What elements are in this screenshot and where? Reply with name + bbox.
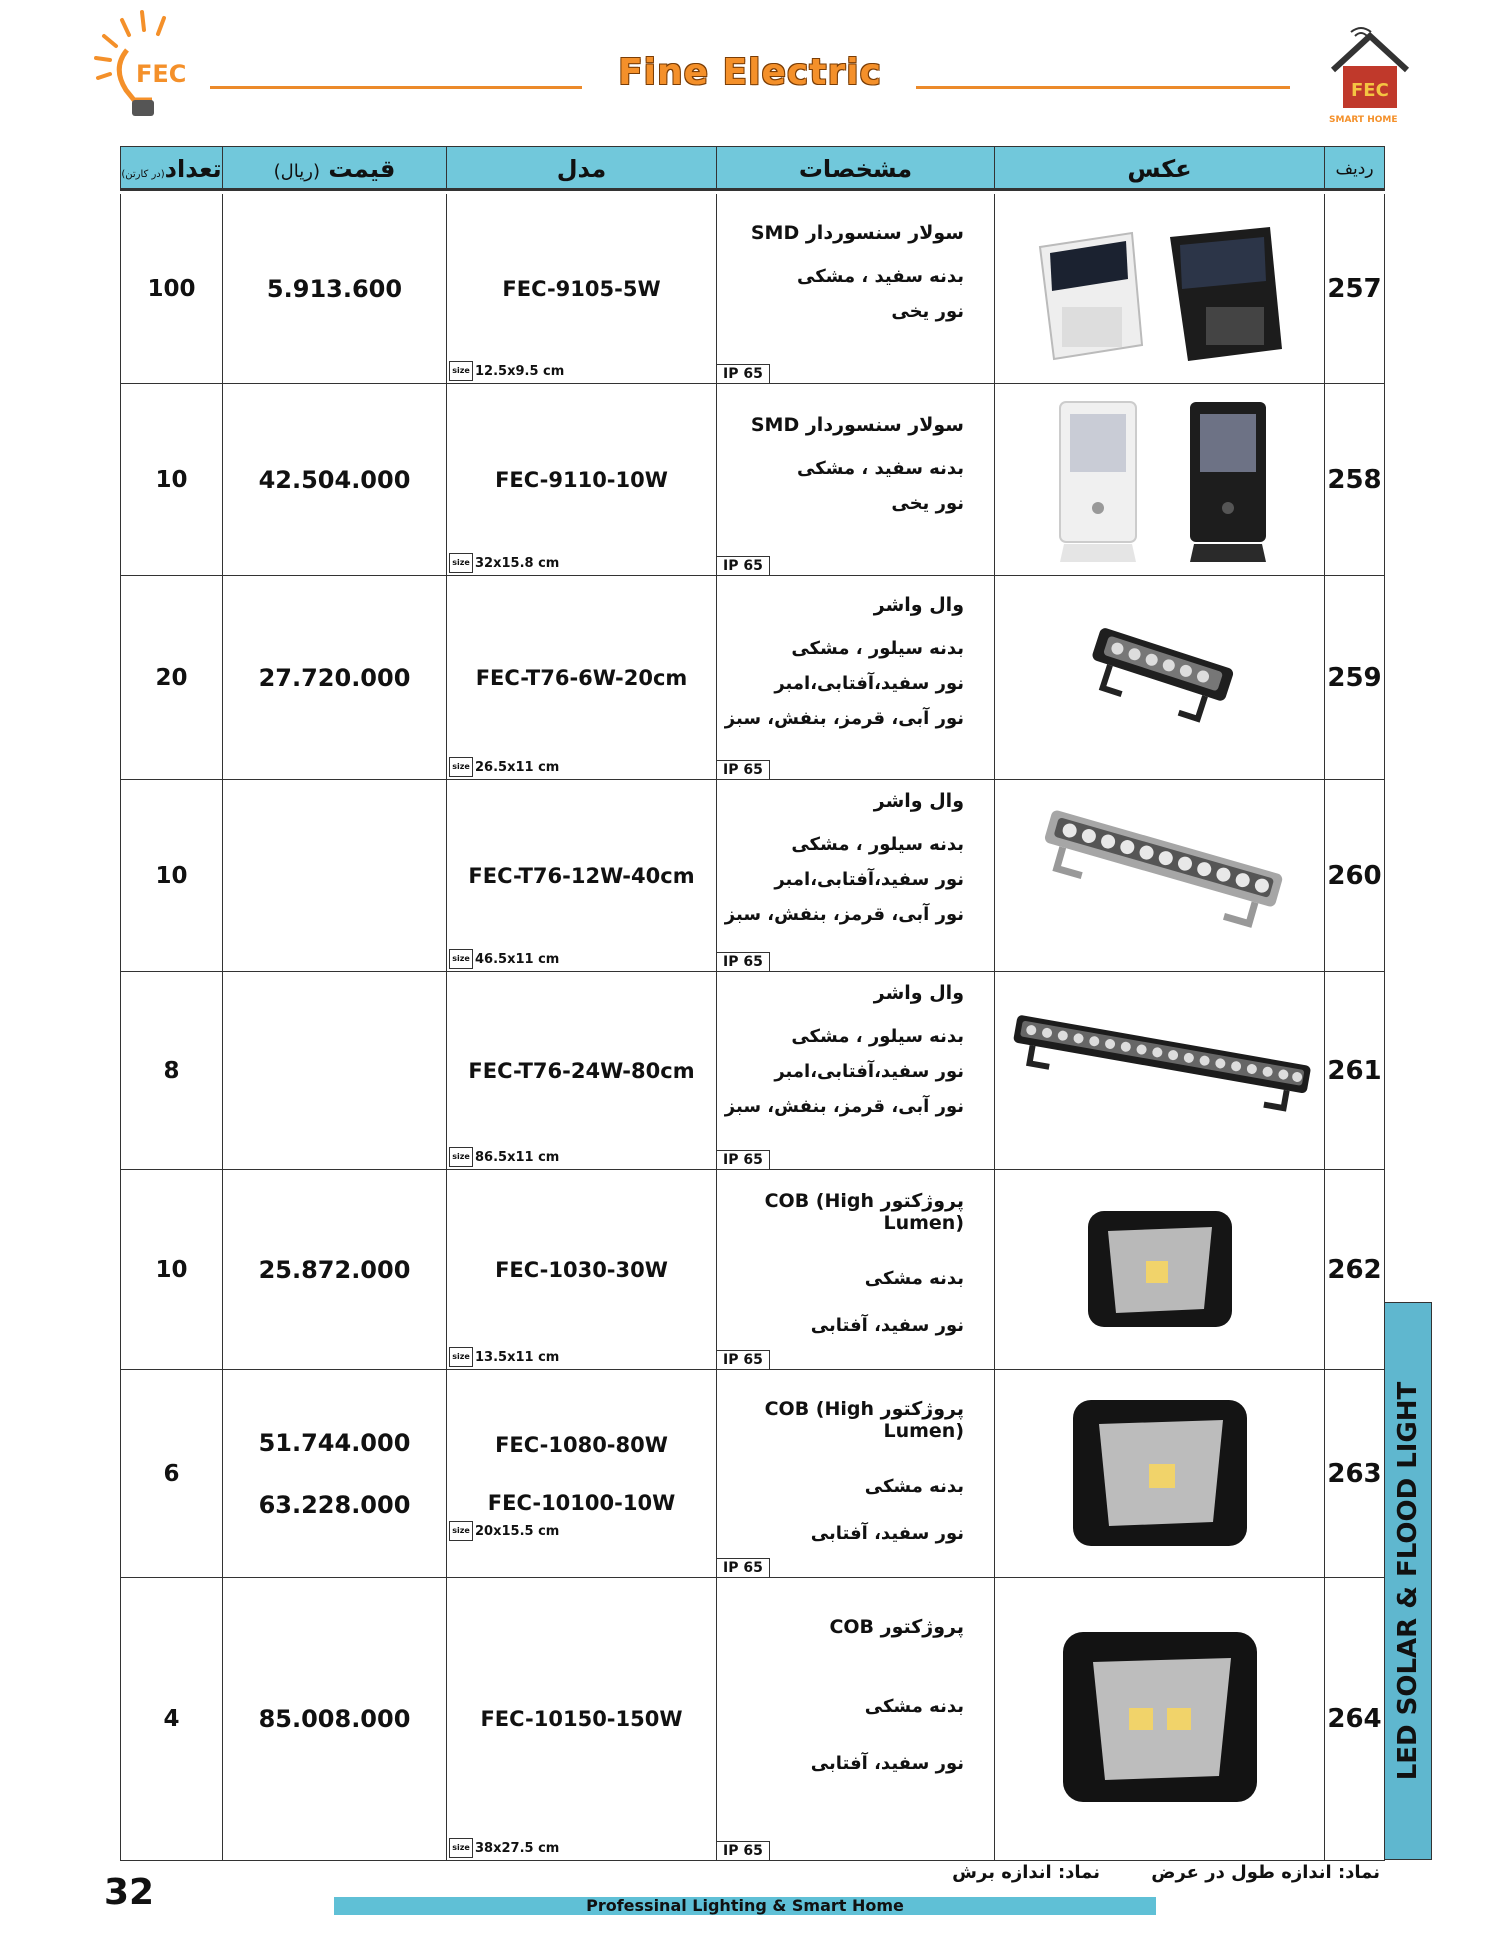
row-size: 32x15.8 cm bbox=[475, 555, 560, 571]
row-spec-line: بدنه مشکی bbox=[864, 1696, 964, 1717]
row-number: 260 bbox=[1325, 780, 1385, 972]
ip-rating: IP 65 bbox=[717, 760, 770, 779]
row-spec-line: نور سفید، آفتابی bbox=[810, 1523, 964, 1544]
size-tag bbox=[449, 1347, 559, 1367]
fec-bulb-logo bbox=[82, 8, 202, 126]
row-spec-title: پروژکتور COB bbox=[829, 1616, 964, 1638]
size-tag bbox=[449, 1521, 559, 1541]
size-icon: size bbox=[449, 361, 473, 381]
row-price: 42.504.000 bbox=[223, 384, 447, 576]
row-model: FEC-T76-12W-40cm bbox=[468, 863, 695, 888]
row-spec-line: بدنه مشکی bbox=[864, 1476, 964, 1497]
col-model: مدل bbox=[447, 147, 717, 193]
col-price-unit: (ریال) bbox=[273, 161, 320, 182]
logo-right-text: FEC bbox=[1351, 80, 1389, 101]
row-price bbox=[223, 972, 447, 1170]
col-qty-unit: (در کارتن) bbox=[121, 169, 165, 180]
row-spec-title: وال واشر bbox=[873, 982, 964, 1004]
product-photo-wall-washer-20cm bbox=[995, 576, 1325, 780]
product-photo-wall-washer-80cm bbox=[995, 972, 1325, 1170]
row-number: 262 bbox=[1325, 1170, 1385, 1370]
row-spec-line: بدنه سفید ، مشکی bbox=[796, 266, 964, 287]
legend-cut-size: نماد: اندازه برش bbox=[952, 1862, 1100, 1883]
row-number: 258 bbox=[1325, 384, 1385, 576]
row-spec-line: نور سفید،آفتابی،امبر bbox=[774, 673, 964, 694]
row-number: 261 bbox=[1325, 972, 1385, 1170]
ip-rating: IP 65 bbox=[717, 1350, 770, 1369]
row-spec-line: نور سفید، آفتابی bbox=[810, 1753, 964, 1774]
solar-light-white-image bbox=[1040, 233, 1142, 359]
col-row-no: ردیف bbox=[1325, 147, 1385, 193]
col-qty bbox=[121, 147, 223, 193]
row-price: 51.744.000 bbox=[258, 1428, 411, 1457]
row-model: FEC-1080-80W bbox=[495, 1432, 668, 1457]
table-row bbox=[121, 384, 1385, 576]
size-icon: size bbox=[449, 1838, 473, 1858]
header-rule-right bbox=[916, 86, 1290, 89]
size-tag bbox=[449, 757, 559, 777]
ip-rating: IP 65 bbox=[717, 556, 770, 575]
row-price: 25.872.000 bbox=[223, 1170, 447, 1370]
row-spec-line: بدنه سیلور ، مشکی bbox=[791, 834, 964, 855]
size-tag bbox=[449, 1147, 559, 1167]
row-spec-line: بدنه مشکی bbox=[864, 1268, 964, 1289]
product-photo-solar-panel-lamp bbox=[995, 384, 1325, 576]
row-size: 20x15.5 cm bbox=[475, 1523, 560, 1539]
product-photo-cob-floodlight-80w bbox=[995, 1370, 1325, 1578]
solar-lamp-white-image bbox=[1060, 402, 1136, 562]
row-size: 46.5x11 cm bbox=[475, 951, 560, 967]
row-size: 12.5x9.5 cm bbox=[475, 363, 565, 379]
category-side-tab bbox=[1384, 1302, 1432, 1860]
logo-right-sub: SMART HOME bbox=[1329, 115, 1398, 125]
row-spec-line: نور آبی، قرمز، بنفش، سبز bbox=[724, 708, 964, 729]
row-spec-line: نور یخی bbox=[891, 493, 964, 514]
brand-title: Fine Electric bbox=[618, 52, 882, 93]
size-icon: size bbox=[449, 757, 473, 777]
product-photo-cob-floodlight-150w bbox=[995, 1578, 1325, 1861]
ip-rating: IP 65 bbox=[717, 364, 770, 383]
product-photo-wall-washer-40cm bbox=[995, 780, 1325, 972]
row-price-2: 63.228.000 bbox=[258, 1490, 411, 1519]
ip-rating: IP 65 bbox=[717, 952, 770, 971]
row-price: 85.008.000 bbox=[223, 1578, 447, 1861]
footer-tagline: Professinal Lighting & Smart Home bbox=[334, 1897, 1156, 1915]
size-icon: size bbox=[449, 1147, 473, 1167]
category-label: LED SOLAR & FLOOD LIGHT bbox=[1393, 1381, 1423, 1781]
size-tag bbox=[449, 949, 559, 969]
row-spec-title: پروژکتور COB (High Lumen) bbox=[764, 1398, 964, 1442]
table-row bbox=[121, 1578, 1385, 1861]
row-model: FEC-T76-6W-20cm bbox=[475, 665, 688, 690]
table-row bbox=[121, 576, 1385, 780]
ip-rating: IP 65 bbox=[717, 1841, 770, 1860]
logo-left-text: FEC bbox=[136, 60, 187, 88]
row-spec-line: نور آبی، قرمز، بنفش، سبز bbox=[724, 904, 964, 925]
size-tag bbox=[449, 361, 564, 381]
page-number: 32 bbox=[104, 1872, 155, 1913]
row-spec-line: نور آبی، قرمز، بنفش، سبز bbox=[724, 1096, 964, 1117]
size-icon: size bbox=[449, 553, 473, 573]
row-size: 13.5x11 cm bbox=[475, 1349, 560, 1365]
table-header-row bbox=[121, 147, 1385, 193]
header-rule-left bbox=[210, 86, 582, 89]
row-price: 5.913.600 bbox=[223, 193, 447, 384]
row-qty: 8 bbox=[121, 972, 223, 1170]
row-price: 27.720.000 bbox=[223, 576, 447, 780]
fec-smart-home-logo bbox=[1325, 26, 1415, 126]
row-number: 264 bbox=[1325, 1578, 1385, 1861]
row-model: FEC-10150-150W bbox=[480, 1707, 683, 1731]
row-spec-line: بدنه سیلور ، مشکی bbox=[791, 638, 964, 659]
product-photo-solar-sensor bbox=[995, 193, 1325, 384]
row-size: 26.5x11 cm bbox=[475, 759, 560, 775]
row-spec-line: بدنه سفید ، مشکی bbox=[796, 458, 964, 479]
row-price bbox=[223, 780, 447, 972]
legend-length-width: نماد: اندازه طول در عرض bbox=[1151, 1862, 1380, 1883]
row-spec-title: وال واشر bbox=[873, 594, 964, 616]
row-model: FEC-9105-5W bbox=[502, 276, 661, 301]
solar-light-black-image bbox=[1170, 227, 1282, 361]
row-qty: 10 bbox=[121, 1170, 223, 1370]
table-row bbox=[121, 193, 1385, 384]
table-row bbox=[121, 780, 1385, 972]
row-model: FEC-9110-10W bbox=[495, 467, 668, 492]
ip-rating: IP 65 bbox=[717, 1558, 770, 1577]
row-spec-line: نور سفید، آفتابی bbox=[810, 1315, 964, 1336]
row-qty: 100 bbox=[121, 193, 223, 384]
row-qty: 10 bbox=[121, 780, 223, 972]
row-spec-line: بدنه سیلور ، مشکی bbox=[791, 1026, 964, 1047]
size-tag bbox=[449, 553, 559, 573]
row-spec-title: وال واشر bbox=[873, 790, 964, 812]
product-table bbox=[120, 146, 1385, 1861]
col-qty-label: تعداد bbox=[164, 155, 222, 183]
row-qty: 20 bbox=[121, 576, 223, 780]
size-tag bbox=[449, 1838, 559, 1858]
ip-rating: IP 65 bbox=[717, 1150, 770, 1169]
table-row bbox=[121, 1370, 1385, 1578]
size-icon: size bbox=[449, 1347, 473, 1367]
col-photo: عکس bbox=[995, 147, 1325, 193]
solar-lamp-black-image bbox=[1190, 402, 1266, 562]
table-row bbox=[121, 972, 1385, 1170]
row-number: 259 bbox=[1325, 576, 1385, 780]
col-specs: مشخصات bbox=[717, 147, 995, 193]
col-price bbox=[223, 147, 447, 193]
row-number: 257 bbox=[1325, 193, 1385, 384]
product-photo-cob-floodlight-30w bbox=[995, 1170, 1325, 1370]
col-price-label: قیمت bbox=[328, 155, 396, 183]
size-icon: size bbox=[449, 949, 473, 969]
row-spec-title: سولار سنسوردار SMD bbox=[750, 222, 964, 244]
table-row bbox=[121, 1170, 1385, 1370]
row-model-2: FEC-10100-10W bbox=[487, 1490, 676, 1515]
row-size: 38x27.5 cm bbox=[475, 1840, 560, 1856]
row-spec-line: نور یخی bbox=[891, 301, 964, 322]
row-spec-title: پروژکتور COB (High Lumen) bbox=[764, 1190, 964, 1234]
row-spec-title: سولار سنسوردار SMD bbox=[750, 414, 964, 436]
row-size: 86.5x11 cm bbox=[475, 1149, 560, 1165]
row-qty: 10 bbox=[121, 384, 223, 576]
row-qty: 4 bbox=[121, 1578, 223, 1861]
size-icon: size bbox=[449, 1521, 473, 1541]
row-model: FEC-T76-24W-80cm bbox=[468, 1058, 695, 1083]
row-spec-line: نور سفید،آفتابی،امبر bbox=[774, 869, 964, 890]
page-header bbox=[0, 0, 1500, 140]
row-number: 263 bbox=[1325, 1370, 1385, 1578]
row-spec-line: نور سفید،آفتابی،امبر bbox=[774, 1061, 964, 1082]
row-model: FEC-1030-30W bbox=[495, 1257, 668, 1282]
row-qty: 6 bbox=[121, 1370, 223, 1578]
